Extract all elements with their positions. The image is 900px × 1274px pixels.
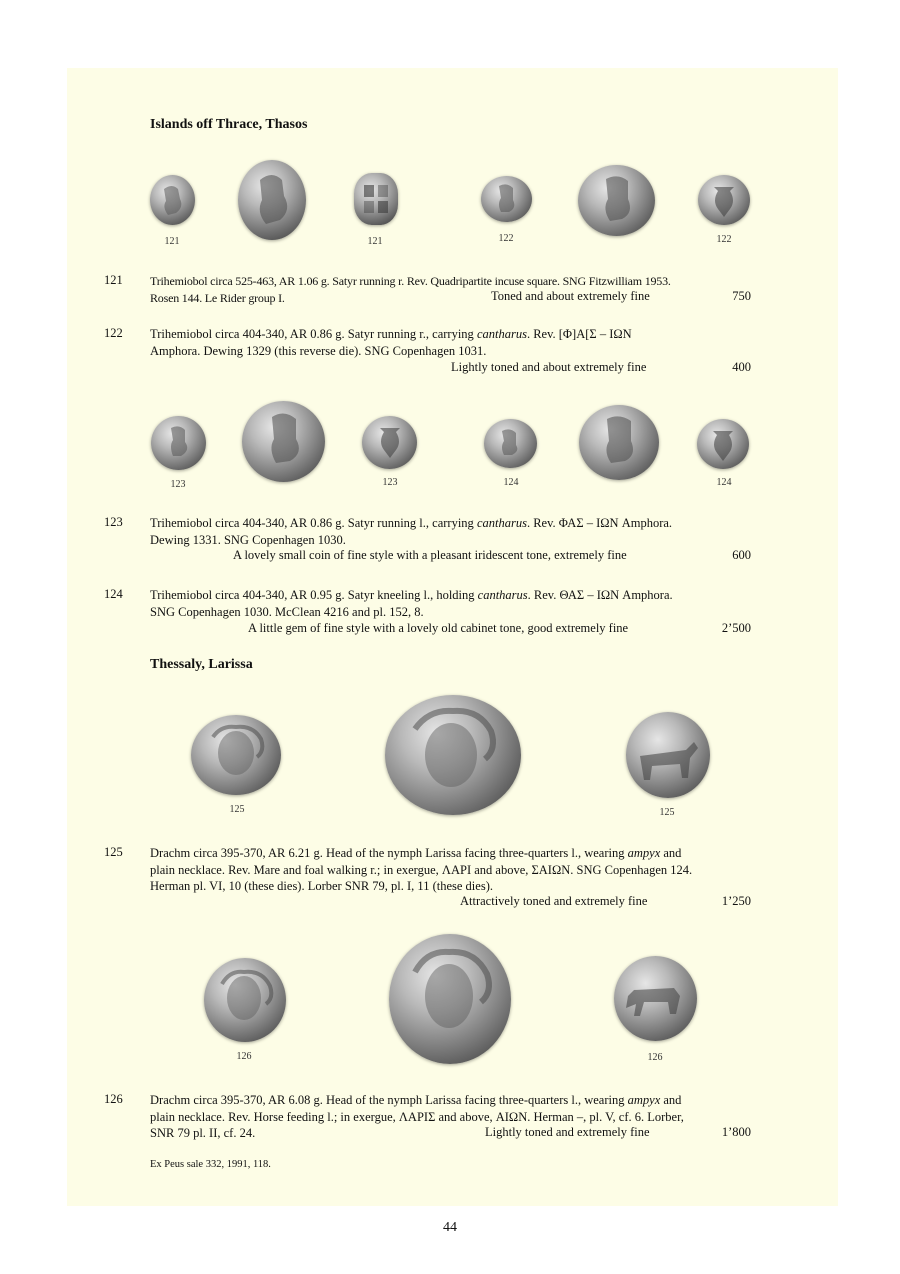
lot-125-text-a: Drachm circa 395-370, AR 6.21 g. Head of the nymph Larissa facing three-quarters l., wearing	[150, 846, 625, 860]
lot-number-125: 125	[104, 845, 123, 859]
section-title-thasos: Islands off Thrace, Thasos	[150, 117, 308, 132]
coin-image-122-obverse	[481, 176, 532, 222]
coin-image-122-enlarged	[578, 165, 655, 236]
lot-125-text-b: and	[660, 846, 682, 860]
coin-image-121-obverse	[150, 175, 195, 225]
lot-123-text-b: . Rev. ΦΑΣ – ΙΩΝ Amphora.	[526, 516, 673, 530]
coin-image-126-enlarged	[389, 934, 511, 1064]
lot-122-line-2: Amphora. Dewing 1329 (this reverse die). SNG Copenhagen 1031.	[150, 343, 487, 358]
lot-124-text-a: Trihemiobol circa 404-340, AR 0.95 g. Satyr kneeling l., holding	[150, 588, 475, 602]
lot-122-text-b: . Rev. [Φ]Α[Σ – ΙΩΝ	[526, 327, 632, 341]
lot-121-line-1: Trihemiobol circa 525-463, AR 1.06 g. Satyr running r. Rev. Quadripartite incuse square. SNG Fitzwilliam 1953.	[150, 274, 671, 288]
lot-description-123	[150, 515, 751, 548]
coin-image-125-enlarged	[385, 695, 521, 815]
lot-provenance-126: Ex Peus sale 332, 1991, 118.	[150, 1159, 271, 1170]
coin-label: 121	[164, 236, 180, 247]
lot-124-line-2: SNG Copenhagen 1030. McClean 4216 and pl. 152, 8.	[150, 604, 424, 619]
coin-label: 124	[716, 477, 732, 488]
coin-label: 123	[170, 479, 186, 490]
coin-image-126-reverse	[614, 956, 697, 1041]
coin-image-123-reverse	[362, 416, 417, 469]
lot-123-italic: cantharus	[476, 516, 527, 530]
coin-image-122-reverse	[698, 175, 750, 225]
lot-price-121: 750	[732, 289, 751, 303]
coin-label: 121	[367, 236, 383, 247]
page-number: 44	[443, 1220, 457, 1235]
lot-description-126	[150, 1092, 751, 1142]
lot-125-line-2: plain necklace. Rev. Mare and foal walking r.; in exergue, ΛΑΡΙ and above, ΣΑΙΩΝ. SNG Copenhagen 124.	[150, 862, 693, 877]
coin-label: 125	[229, 804, 245, 815]
section-title-larissa: Thessaly, Larissa	[150, 657, 253, 672]
lot-grade-126: Lightly toned and extremely fine	[485, 1125, 650, 1139]
lot-number-123: 123	[104, 515, 123, 529]
coin-image-121-enlarged	[238, 160, 306, 240]
coin-label: 122	[498, 233, 514, 244]
coin-image-124-enlarged	[579, 405, 659, 480]
lot-description-122	[150, 326, 751, 359]
lot-price-123: 600	[732, 548, 751, 562]
lot-price-126: 1’800	[721, 1125, 751, 1139]
coin-label: 124	[503, 477, 519, 488]
lot-description-124	[150, 587, 751, 620]
lot-number-122: 122	[104, 326, 123, 340]
coin-image-123-obverse	[151, 416, 206, 470]
coin-image-123-enlarged	[242, 401, 325, 482]
lot-125-line-3: Herman pl. VI, 10 (these dies). Lorber SNR 79, pl. I, 11 (these dies).	[150, 879, 493, 893]
coin-image-126-obverse	[204, 958, 286, 1042]
coin-label: 126	[647, 1052, 663, 1063]
lot-126-text-b: and	[660, 1093, 682, 1107]
coin-image-124-reverse	[697, 419, 749, 469]
lot-123-line-2: Dewing 1331. SNG Copenhagen 1030.	[150, 532, 346, 547]
lot-126-line-2: plain necklace. Rev. Horse feeding l.; in exergue, ΛΑΡΙΣ and above, ΑΙΩΝ. Herman –, pl. V, cf. 6. Lorber,	[150, 1109, 684, 1124]
coin-label: 123	[382, 477, 398, 488]
lot-grade-121: Toned and about extremely fine	[491, 289, 650, 303]
lot-number-121: 121	[104, 273, 123, 287]
lot-126-italic: ampyx	[627, 1093, 661, 1107]
lot-125-italic: ampyx	[627, 846, 661, 860]
lot-123-text-a: Trihemiobol circa 404-340, AR 0.86 g. Satyr running l., carrying	[150, 516, 474, 530]
lot-description-121	[150, 273, 751, 306]
lot-price-125: 1’250	[721, 894, 751, 908]
coin-label: 125	[659, 807, 675, 818]
lot-124-text-b: . Rev. ΘΑΣ – ΙΩΝ Amphora.	[527, 588, 673, 602]
lot-126-line-3: SNR 79 pl. II, cf. 24.	[150, 1126, 256, 1140]
lot-124-italic: cantharus	[477, 588, 528, 602]
coin-label: 122	[716, 234, 732, 245]
lot-price-122: 400	[732, 360, 751, 374]
lot-number-126: 126	[104, 1092, 123, 1106]
coin-image-124-obverse	[484, 419, 537, 468]
coin-image-121-reverse	[354, 173, 398, 225]
lot-grade-125: Attractively toned and extremely fine	[460, 894, 648, 908]
lot-grade-123: A lovely small coin of fine style with a pleasant iridescent tone, extremely fine	[233, 548, 627, 562]
coin-image-125-reverse	[626, 712, 710, 798]
coin-image-125-obverse	[191, 715, 281, 795]
lot-grade-124: A little gem of fine style with a lovely old cabinet tone, good extremely fine	[248, 621, 629, 635]
coin-label: 126	[236, 1051, 252, 1062]
lot-121-line-2: Rosen 144. Le Rider group I.	[150, 290, 285, 305]
lot-description-125	[150, 845, 751, 895]
lot-number-124: 124	[104, 587, 123, 601]
lot-126-text-a: Drachm circa 395-370, AR 6.08 g. Head of the nymph Larissa facing three-quarters l., wearing	[150, 1093, 625, 1107]
lot-122-italic: cantharus	[476, 327, 527, 341]
lot-price-124: 2’500	[721, 621, 751, 635]
lot-122-text-a: Trihemiobol circa 404-340, AR 0.86 g. Satyr running r., carrying	[150, 327, 474, 341]
lot-grade-122: Lightly toned and about extremely fine	[451, 360, 647, 374]
